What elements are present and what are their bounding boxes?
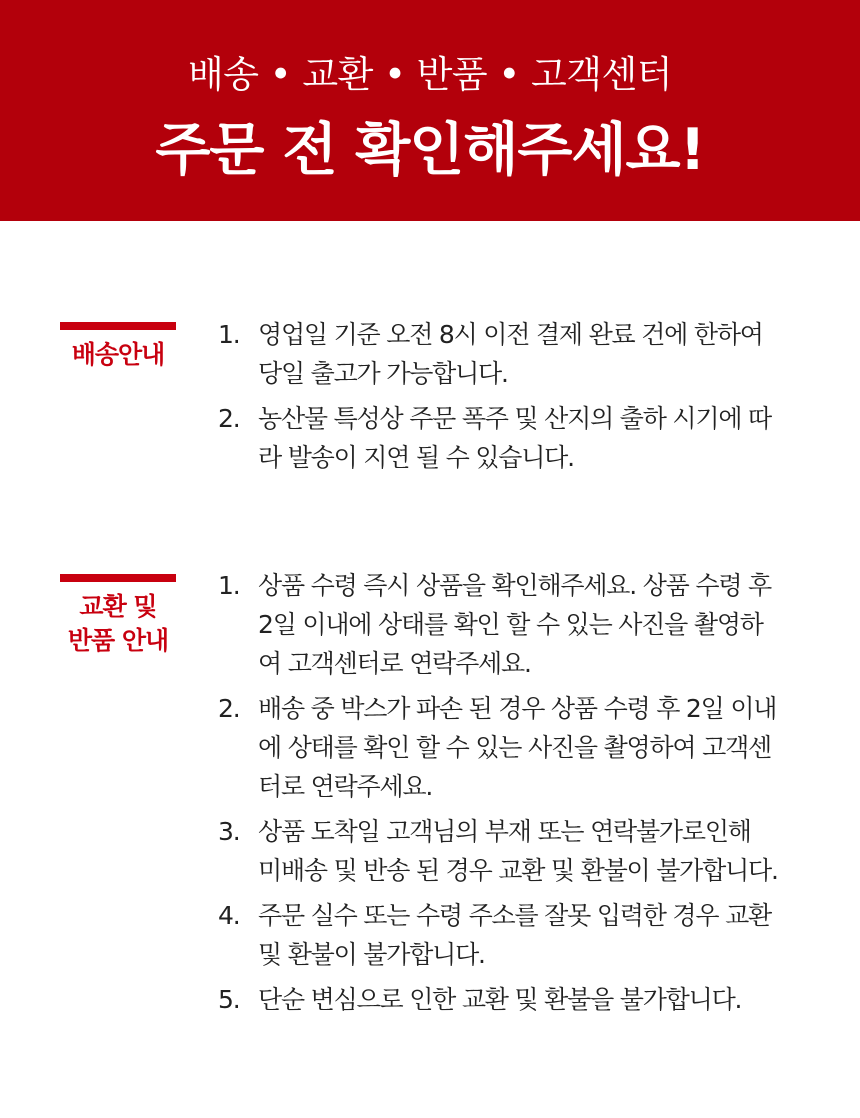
shipping-label bbox=[50, 338, 186, 372]
exchange-label-bar bbox=[60, 574, 176, 582]
item-line: 당일 출고가 가능합니다. bbox=[258, 359, 508, 388]
list-item bbox=[218, 896, 818, 974]
shipping-label-line: 배송안내 bbox=[71, 340, 165, 369]
list-item bbox=[218, 566, 818, 683]
item-number: 1. bbox=[218, 571, 240, 600]
exchange-label-line: 반품 안내 bbox=[67, 626, 169, 655]
item-line: 상품 도착일 고객님의 부재 또는 연락불가로인해 bbox=[258, 817, 751, 846]
exchange-label-line: 교환 및 bbox=[79, 592, 157, 621]
item-number: 1. bbox=[218, 320, 240, 349]
item-line: 2일 이내에 상태를 확인 할 수 있는 사진을 촬영하 bbox=[258, 610, 763, 639]
list-item bbox=[218, 812, 818, 890]
shipping-label-bar bbox=[60, 322, 176, 330]
shipping-list bbox=[218, 315, 818, 483]
item-line: 배송 중 박스가 파손 된 경우 상품 수령 후 2일 이내 bbox=[258, 694, 777, 723]
list-item bbox=[218, 315, 818, 393]
exchange-label bbox=[50, 590, 186, 658]
header-banner bbox=[0, 0, 860, 221]
item-number: 2. bbox=[218, 404, 240, 433]
banner-subtitle: 배송 • 교환 • 반품 • 고객센터 bbox=[188, 53, 672, 96]
item-line: 및 환불이 불가합니다. bbox=[258, 940, 485, 969]
item-line: 에 상태를 확인 할 수 있는 사진을 촬영하여 고객센 bbox=[258, 733, 771, 762]
list-item bbox=[218, 689, 818, 806]
item-line: 주문 실수 또는 수령 주소를 잘못 입력한 경우 교환 bbox=[258, 901, 771, 930]
item-number: 4. bbox=[218, 901, 240, 930]
item-line: 여 고객센터로 연락주세요. bbox=[258, 649, 531, 678]
item-line: 단순 변심으로 인한 교환 및 환불을 불가합니다. bbox=[258, 985, 742, 1014]
item-number: 2. bbox=[218, 694, 240, 723]
item-line: 영업일 기준 오전 8시 이전 결제 완료 건에 한하여 bbox=[258, 320, 763, 349]
list-item bbox=[218, 980, 818, 1019]
item-line: 터로 연락주세요. bbox=[258, 772, 433, 801]
list-item bbox=[218, 399, 818, 477]
exchange-list bbox=[218, 566, 818, 1025]
item-line: 농산물 특성상 주문 폭주 및 산지의 출하 시기에 따 bbox=[258, 404, 771, 433]
item-number: 3. bbox=[218, 817, 240, 846]
item-number: 5. bbox=[218, 985, 240, 1014]
item-line: 상품 수령 즉시 상품을 확인해주세요. 상품 수령 후 bbox=[258, 571, 771, 600]
item-line: 라 발송이 지연 될 수 있습니다. bbox=[258, 443, 574, 472]
banner-title: 주문 전 확인해주세요! bbox=[155, 117, 705, 183]
item-line: 미배송 및 반송 된 경우 교환 및 환불이 불가합니다. bbox=[258, 856, 778, 885]
